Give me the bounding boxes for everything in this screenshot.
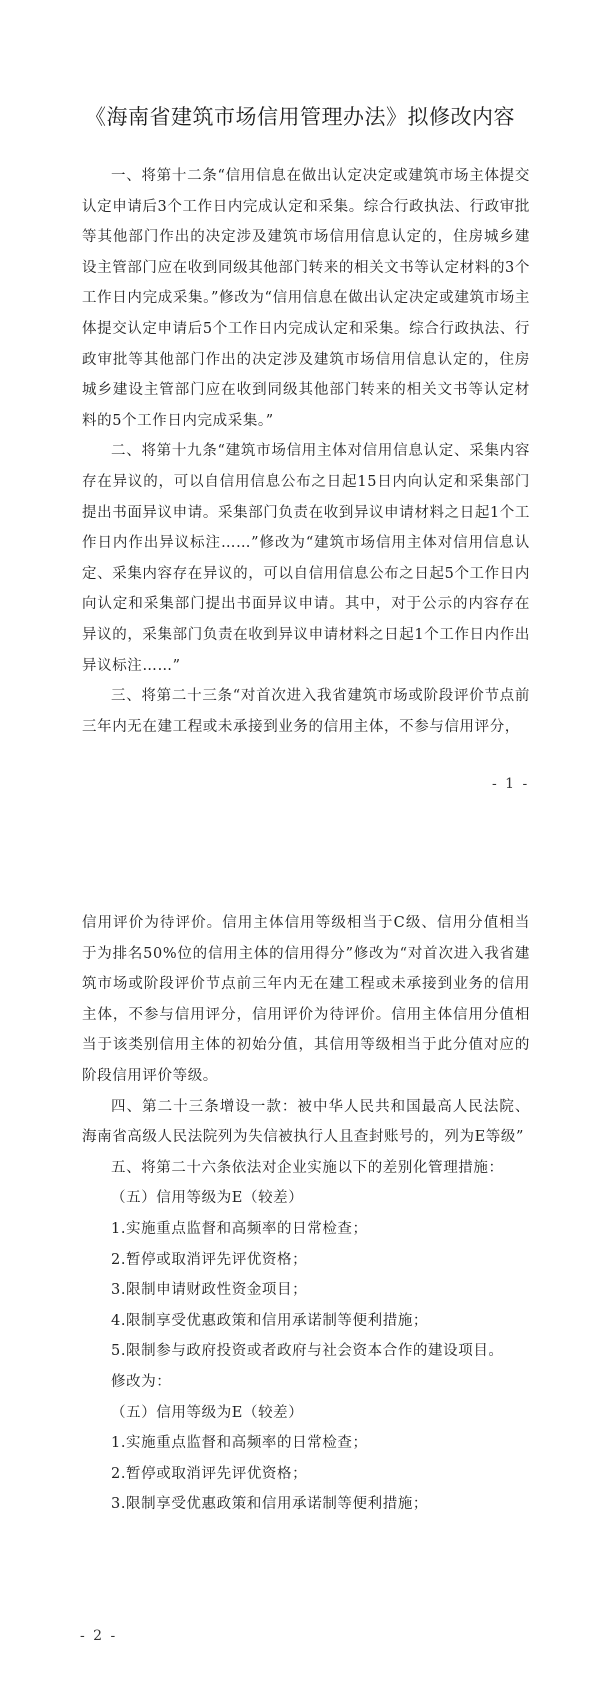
document-page-2 [0,848,600,1697]
list-item: 3.限制申请财政性资金项目； [111,1282,308,1299]
list-item: 1.实施重点监督和高频率的日常检查； [111,1435,368,1452]
list-item: 3.限制享受优惠政策和信用承诺制等便利措施； [111,1496,429,1513]
page-number: - 2 - [80,1628,118,1644]
document-page-1 [0,0,600,848]
page-2-body [82,908,530,1520]
list-item: 2.暂停或取消评先评优资格； [111,1465,308,1482]
list-item: 5.限制参与政府投资或者政府与社会资本合作的建设项目。 [111,1343,504,1360]
list-item: 4.限制享受优惠政策和信用承诺制等便利措施； [111,1312,429,1329]
document-title: 《海南省建筑市场信用管理办法》拟修改内容 [85,105,515,129]
page-number: - 1 - [492,776,530,792]
paragraph-article-26: 五、将第二十六条依法对企业实施以下的差别化管理措施： [111,1159,504,1176]
list-item: （五）信用等级为E（较差） [111,1404,304,1421]
paragraph-revised-to: 修改为： [111,1373,172,1390]
paragraph-article-12: 一、将第十二条“信用信息在做出认定决定或建筑市场主体提交认定申请后3个工作日内完成认定和采集。综合行政执法、行政审批等其他部门作出的决定涉及建筑市场信用信息认定的，住房城乡建设主管部门应在收到同级其他部门转来的相关文书等认定材料的3个工作日内完成采集。”修改为“信用信息在做出认定决定或建筑市场主体提交认定申请后5个工作日内完成认定和采集。综合行政执法、行政审批等其他部门作出的决定涉及建筑市场信用信息认定的，住房城乡建设主管部门应在收到同级其他部门转来的相关文书等认定材料的5个工作日内完成采集。” [82,168,530,429]
paragraph-article-19: 二、将第十九条“建筑市场信用主体对信用信息认定、采集内容存在异议的，可以自信用信息公布之日起15日内向认定和采集部门提出书面异议申请。采集部门负责在收到异议申请材料之日起1个工作日内作出异议标注……”修改为“建筑市场信用主体对信用信息认定、采集内容存在异议的，可以自信用信息公布之日起5个工作日内向认定和采集部门提出书面异议申请。其中，对于公示的内容存在异议的，采集部门负责在收到异议申请材料之日起1个工作日内作出异议标注……” [82,443,530,674]
page-1-body [82,161,530,742]
paragraph-article-23: 三、将第二十三条“对首次进入我省建筑市场或阶段评价节点前三年内无在建工程或未承接到业务的信用主体，不参与信用评分， [82,688,530,735]
list-item: （五）信用等级为E（较差） [111,1190,304,1207]
list-item: 1.实施重点监督和高频率的日常检查； [111,1220,368,1237]
paragraph-article-23-addition: 四、第二十三条增设一款：被中华人民共和国最高人民法院、海南省高级人民法院列为失信被执行人且查封账号的，列为E等级” [82,1098,530,1146]
list-item: 2.暂停或取消评先评优资格； [111,1251,308,1268]
paragraph-continuation: 信用评价为待评价。信用主体信用等级相当于C级、信用分值相当于为排名50%位的信用主体的信用得分”修改为“对首次进入我省建筑市场或阶段评价节点前三年内无在建工程或未承接到业务的信用主体，不参与信用评分，信用评价为待评价。信用主体信用分值相当于该类别信用主体的初始分值，其信用等级相当于此分值对应的阶段信用评价等级。 [82,915,530,1084]
